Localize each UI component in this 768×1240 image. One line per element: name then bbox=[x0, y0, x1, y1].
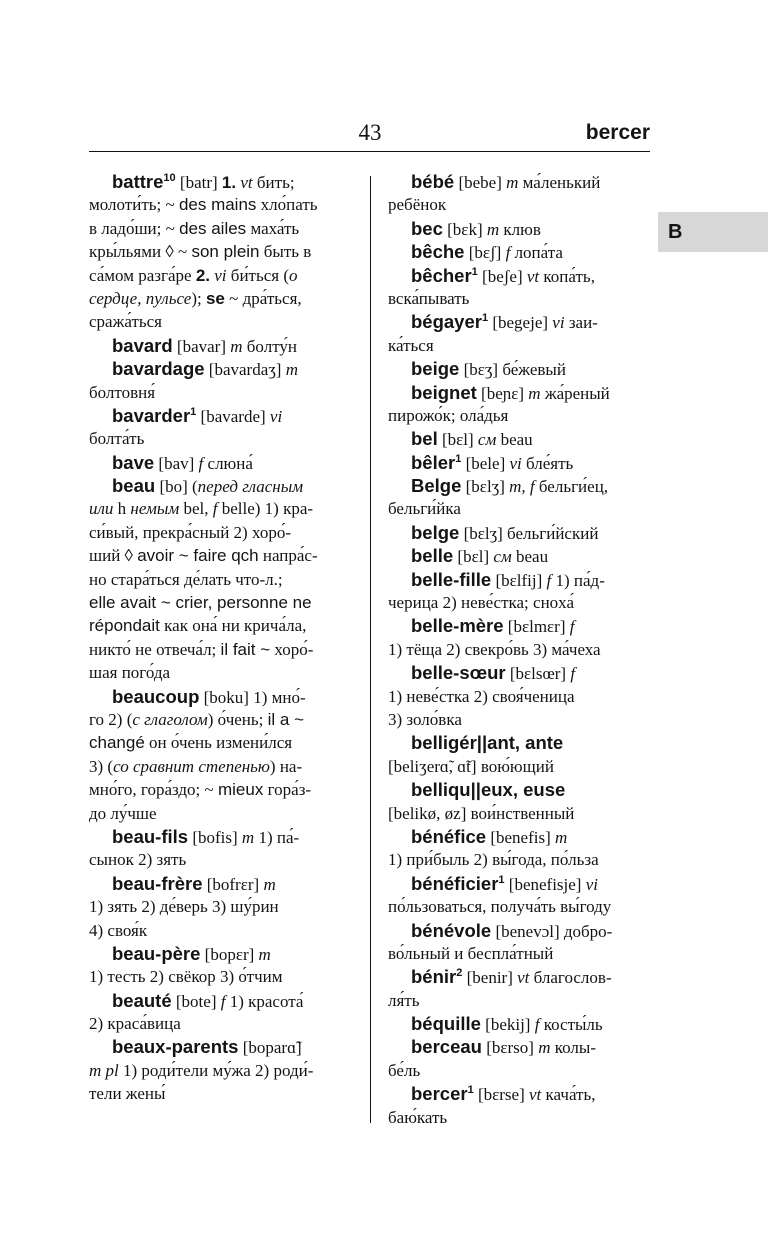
entry-text: в ладо́ши; ~ bbox=[89, 218, 180, 238]
grammar-label: m bbox=[486, 219, 500, 239]
entry-text: слюна́ bbox=[203, 453, 253, 473]
grammar-label: f bbox=[546, 570, 552, 590]
headword: bavardage bbox=[112, 358, 205, 380]
entry-text: тели жены́ bbox=[89, 1084, 166, 1104]
entry-first-line bbox=[89, 334, 351, 357]
entry-first-line bbox=[89, 825, 351, 848]
entry-first-line bbox=[89, 1035, 351, 1058]
grammar-label: m bbox=[285, 360, 298, 380]
entry-line bbox=[388, 591, 650, 614]
grammar-label: vi bbox=[214, 265, 227, 285]
entry-first-line bbox=[388, 451, 650, 474]
running-head: bercer bbox=[585, 121, 650, 144]
entry-text: [boparɑ̃] bbox=[238, 1038, 302, 1058]
entry-first-line bbox=[388, 357, 650, 380]
headword: battre$^{10}$ bbox=[112, 171, 176, 192]
headword: belle-sœur bbox=[411, 662, 506, 684]
entry-text: [benefisje] bbox=[504, 874, 586, 894]
grammar-label: m bbox=[263, 874, 276, 894]
entry-text: ) на- bbox=[269, 756, 303, 776]
entry-line bbox=[89, 708, 351, 731]
entry-line bbox=[89, 661, 351, 684]
entry-line bbox=[388, 1059, 650, 1082]
entry-line bbox=[89, 521, 351, 544]
entry-text: мно́го, гора́здо; ~ bbox=[89, 780, 218, 800]
entry-first-line bbox=[388, 568, 650, 591]
headword: bénéfice bbox=[411, 825, 487, 847]
french-phrase: son plein bbox=[191, 242, 260, 262]
grammar-label: vi bbox=[269, 406, 283, 426]
entry-text: [bɛlsœr] bbox=[505, 664, 571, 684]
entry-text: кры́льями ◊ ~ bbox=[89, 242, 192, 262]
column-divider bbox=[370, 176, 371, 1123]
entry-text: бле́ять bbox=[521, 453, 574, 473]
headword: Belge bbox=[411, 475, 462, 497]
headword: bêcher$^1$ bbox=[411, 264, 478, 286]
entry-first-line bbox=[89, 989, 351, 1012]
entry-first-line bbox=[89, 404, 351, 427]
headword: bavarder$^1$ bbox=[112, 404, 197, 426]
entry-first-line bbox=[388, 872, 650, 895]
entry-first-line bbox=[388, 919, 650, 942]
entry-text: [benevɔl] добро- bbox=[491, 921, 613, 941]
headword: bavard bbox=[112, 334, 173, 356]
entry-text: 1) зять 2) де́верь 3) шу́рин bbox=[89, 897, 279, 917]
grammar-label: f bbox=[569, 617, 575, 637]
entry-text: 1) при́быль 2) вы́года, по́льза bbox=[388, 850, 599, 870]
headword: bercer$^1$ bbox=[411, 1083, 474, 1105]
entry-line bbox=[388, 497, 650, 520]
grammar-label: f bbox=[198, 453, 204, 473]
headword: belligér||ant, ante bbox=[411, 732, 564, 754]
entry-text: никто́ не отвеча́л; bbox=[89, 639, 221, 659]
entry-text: 1) тесть 2) свёкор 3) о́тчим bbox=[89, 967, 283, 987]
grammar-label: f bbox=[534, 1015, 540, 1035]
entry-text: [bavar] bbox=[172, 336, 231, 356]
entry-text: 3) ( bbox=[89, 756, 114, 776]
entry-text: [bote] bbox=[171, 991, 221, 1011]
entry-first-line bbox=[89, 451, 351, 474]
entry-first-line bbox=[89, 872, 351, 895]
entry-text: быть в bbox=[259, 242, 312, 262]
homonym-number: 1 bbox=[498, 873, 505, 886]
entry-text: го 2) ( bbox=[89, 709, 133, 729]
entry-first-line bbox=[388, 264, 650, 287]
headword: beaux-parents bbox=[112, 1036, 239, 1058]
entry-text: шая пого́да bbox=[89, 663, 171, 683]
headword: beau bbox=[112, 475, 156, 497]
entry-line bbox=[89, 802, 351, 825]
page-number: 43 bbox=[358, 120, 382, 145]
grammar-label: или bbox=[89, 499, 114, 519]
grammar-label: немым bbox=[130, 499, 180, 519]
entry-text: [beɲɛ] bbox=[476, 383, 529, 403]
entry-text: [beliʒerɑ̃, ɑ̃t] вою́ющий bbox=[388, 756, 554, 776]
headword: beau-frère bbox=[112, 872, 203, 894]
entry-text: са́мом разга́ре bbox=[89, 265, 196, 285]
entry-line bbox=[89, 1012, 351, 1035]
grammar-label: о bbox=[289, 265, 298, 285]
entry-text: бе́ль bbox=[388, 1060, 421, 1080]
french-phrase: mieux bbox=[217, 780, 264, 800]
entry-first-line bbox=[388, 825, 650, 848]
entry-text: [bele] bbox=[461, 453, 510, 473]
entry-text: хло́пать bbox=[256, 195, 318, 215]
headword: beignet bbox=[411, 381, 477, 403]
entry-text: ~ дра́ться, bbox=[224, 288, 302, 308]
entry-line bbox=[89, 1082, 351, 1105]
grammar-label: m bbox=[538, 1038, 551, 1058]
entry-text: [benefis] bbox=[486, 827, 555, 847]
entry-text: [bav] bbox=[154, 453, 199, 473]
entry-text: 1) роди́тели му́жа 2) роди́- bbox=[118, 1060, 314, 1080]
entry-text: болтовня́ bbox=[89, 382, 156, 402]
entry-text: жа́реный bbox=[540, 383, 610, 403]
entry-text: би́ться ( bbox=[226, 265, 290, 285]
grammar-label: перед гласным bbox=[197, 477, 304, 497]
homonym-number: 10 bbox=[163, 172, 176, 184]
entry-line bbox=[388, 942, 650, 965]
entry-line bbox=[388, 708, 650, 731]
entry-first-line bbox=[388, 217, 650, 240]
entry-text: сража́ться bbox=[89, 312, 162, 332]
homonym-number: 1 bbox=[467, 1084, 474, 1097]
french-phrase: changé bbox=[89, 733, 145, 753]
entry-first-line bbox=[388, 1012, 650, 1035]
entry-text: пирожо́к; ола́дья bbox=[388, 405, 509, 425]
entry-text: beau bbox=[496, 430, 533, 450]
entry-text: beau bbox=[511, 547, 549, 567]
entry-line bbox=[89, 497, 351, 520]
entry-first-line bbox=[388, 778, 650, 801]
entry-first-line bbox=[89, 942, 351, 965]
entry-line bbox=[388, 404, 650, 427]
entry-line bbox=[89, 381, 351, 404]
homonym-number: 2 bbox=[456, 967, 463, 980]
headword: beige bbox=[411, 358, 460, 380]
entry-first-line bbox=[89, 474, 351, 497]
grammar-label: vi bbox=[585, 874, 598, 894]
french-phrase: des mains bbox=[178, 195, 257, 215]
french-phrase: des ailes bbox=[179, 218, 247, 238]
entry-text: вска́пывать bbox=[388, 288, 470, 308]
entry-text: сынок 2) зять bbox=[89, 850, 187, 870]
french-phrase: répondait bbox=[89, 616, 160, 636]
headword: belle bbox=[411, 545, 454, 567]
entry-text: до лу́чше bbox=[89, 803, 157, 823]
headword: beaucoup bbox=[112, 685, 200, 707]
entry-text: h bbox=[113, 499, 131, 519]
headword: bel bbox=[411, 428, 438, 450]
entry-first-line bbox=[89, 357, 351, 380]
grammar-label: f bbox=[220, 991, 226, 1011]
headword: beauté bbox=[112, 989, 172, 1011]
entry-text: 1) тёща 2) свекро́вь 3) ма́чеха bbox=[388, 639, 601, 659]
entry-text: хоро́- bbox=[270, 639, 314, 659]
entry-text: [benir] bbox=[462, 968, 518, 988]
headword: béquille bbox=[411, 1013, 481, 1035]
entry-text: [bɛlʒ] bbox=[461, 477, 510, 497]
entry-text: [bɛrse] bbox=[473, 1085, 529, 1105]
entry-line bbox=[89, 544, 351, 567]
entry-text: ) о́чень; bbox=[207, 709, 268, 729]
entry-first-line bbox=[388, 1035, 650, 1058]
entry-text: [batr] bbox=[175, 173, 222, 192]
entry-text: заи- bbox=[564, 313, 598, 333]
entry-line bbox=[89, 848, 351, 871]
header-rule bbox=[89, 151, 650, 152]
grammar-label: vi bbox=[509, 453, 522, 473]
grammar-label: m bbox=[528, 383, 541, 403]
grammar-label: m, f bbox=[509, 477, 535, 497]
entry-text: ший ◊ bbox=[89, 546, 138, 566]
entry-line bbox=[388, 1106, 650, 1129]
entry-text: [bɛʒ] бе́жевый bbox=[459, 360, 566, 380]
entry-text: bel, bbox=[179, 499, 213, 519]
grammar-label: сердце, пульсе bbox=[89, 288, 192, 308]
entry-text: баю́кать bbox=[388, 1107, 448, 1127]
entry-text: [bɛl] bbox=[453, 547, 494, 567]
french-phrase: elle avait ~ crier, personne ne bbox=[89, 593, 312, 613]
entry-text: во́льный и беспла́тный bbox=[388, 943, 554, 963]
entry-text: [bopɛr] bbox=[200, 944, 259, 964]
french-phrase: il a ~ bbox=[267, 709, 305, 729]
grammar-label: см bbox=[477, 430, 497, 450]
headword: beau-fils bbox=[112, 825, 189, 847]
entry-first-line bbox=[388, 1082, 650, 1105]
entry-text: 1) па́- bbox=[254, 827, 300, 847]
entry-line bbox=[89, 193, 351, 216]
headword: bêche bbox=[411, 241, 465, 263]
headword: berceau bbox=[411, 1036, 482, 1058]
entry-text: belle) 1) кра- bbox=[217, 499, 314, 519]
entry-text: [bɛk] bbox=[442, 219, 487, 239]
headword: bec bbox=[411, 217, 443, 239]
entry-text: 1) красота́ bbox=[225, 991, 304, 1011]
entry-text: бельги́йка bbox=[388, 499, 461, 519]
entry-line bbox=[89, 731, 351, 754]
entry-text: [bɛl] bbox=[437, 430, 478, 450]
entry-text: [bɛlmɛr] bbox=[503, 617, 570, 637]
entry-first-line bbox=[388, 240, 650, 263]
letter-thumb-tab bbox=[658, 212, 768, 252]
entry-text: [bo] ( bbox=[155, 477, 198, 497]
entry-text: [bekij] bbox=[480, 1015, 535, 1035]
entry-text: 4) своя́к bbox=[89, 920, 148, 940]
entry-text: лопа́та bbox=[510, 243, 563, 263]
entry-text: благослов- bbox=[529, 968, 612, 988]
entry-first-line bbox=[388, 661, 650, 684]
entry-line bbox=[388, 334, 650, 357]
entry-text: болта́ть bbox=[89, 429, 145, 449]
sense-marker: 2. bbox=[195, 265, 211, 285]
entry-text: [beʃe] bbox=[477, 266, 527, 286]
grammar-label: m bbox=[258, 944, 271, 964]
entry-first-line bbox=[388, 521, 650, 544]
grammar-label: m bbox=[241, 827, 255, 847]
headword: bénir$^2$ bbox=[411, 966, 463, 988]
entry-text: [bavardaʒ] bbox=[204, 360, 286, 380]
entry-text: 2) краса́вица bbox=[89, 1014, 181, 1034]
entry-text: клюв bbox=[499, 219, 541, 239]
grammar-label: vt bbox=[529, 1085, 542, 1105]
entry-line bbox=[89, 1059, 351, 1082]
sense-marker: 1. bbox=[221, 173, 237, 192]
entry-text: колы- bbox=[550, 1038, 596, 1058]
entry-first-line bbox=[89, 170, 351, 193]
entry-text: [bavarde] bbox=[196, 406, 270, 426]
entry-line bbox=[388, 989, 650, 1012]
grammar-label: vt bbox=[240, 173, 253, 192]
entry-line bbox=[388, 685, 650, 708]
entry-line bbox=[89, 778, 351, 801]
entry-first-line bbox=[388, 310, 650, 333]
entry-line bbox=[89, 240, 351, 263]
entry-text: напра́с- bbox=[258, 546, 318, 566]
entry-first-line bbox=[388, 381, 650, 404]
entry-first-line bbox=[89, 685, 351, 708]
entry-line bbox=[89, 287, 351, 310]
entry-text: бить; bbox=[252, 173, 295, 192]
homonym-number: 1 bbox=[190, 405, 197, 418]
entry-text: [bɛlʒ] бельги́йский bbox=[459, 523, 599, 543]
entry-line bbox=[89, 217, 351, 240]
french-phrase: avoir ~ faire qch bbox=[137, 546, 259, 566]
entry-text: [bofis] bbox=[188, 827, 242, 847]
entry-text: гора́з- bbox=[263, 780, 312, 800]
grammar-label: vt bbox=[517, 968, 530, 988]
entry-text: [belikø, øz] вои́нственный bbox=[388, 803, 575, 823]
headword: belliqu||eux, euse bbox=[411, 779, 566, 801]
entry-text: черица 2) неве́стка; снoха́ bbox=[388, 593, 574, 613]
entry-text: по́льзоваться, получа́ть вы́году bbox=[388, 897, 612, 917]
entry-line bbox=[89, 264, 351, 287]
entry-line bbox=[388, 287, 650, 310]
entry-text: си́вый, прекра́сный 2) хоро́- bbox=[89, 522, 291, 542]
entry-line bbox=[89, 427, 351, 450]
entry-text: [bɛʃ] bbox=[464, 243, 506, 263]
grammar-label: vi bbox=[552, 313, 565, 333]
grammar-label: со сравнит степенью bbox=[113, 756, 270, 776]
grammar-label: m bbox=[230, 336, 243, 356]
entry-first-line bbox=[388, 731, 650, 754]
headword: bénévole bbox=[411, 919, 492, 941]
entry-line bbox=[89, 568, 351, 591]
entry-text: ка́ться bbox=[388, 335, 434, 355]
dictionary-column-left bbox=[89, 170, 351, 1106]
entry-text: но стара́ться де́лать что-л.; bbox=[89, 569, 283, 589]
entry-first-line bbox=[388, 170, 650, 193]
entry-text: ма́ленький bbox=[518, 173, 601, 192]
entry-text: ребёнок bbox=[388, 195, 447, 215]
headword: bêler$^1$ bbox=[411, 451, 462, 473]
entry-line bbox=[89, 965, 351, 988]
entry-line bbox=[89, 591, 351, 614]
entry-line bbox=[89, 895, 351, 918]
headword: belle-fille bbox=[411, 568, 492, 590]
entry-text: ля́ть bbox=[388, 990, 420, 1010]
headword: beau-père bbox=[112, 942, 201, 964]
homonym-number: 1 bbox=[471, 265, 478, 278]
entry-first-line bbox=[388, 965, 650, 988]
grammar-label: m pl bbox=[89, 1060, 119, 1080]
entry-text: кача́ть, bbox=[541, 1085, 596, 1105]
headword: belle-mère bbox=[411, 615, 504, 637]
entry-first-line bbox=[388, 474, 650, 497]
headword: bénéficier$^1$ bbox=[411, 872, 505, 894]
entry-text: 1) па́д- bbox=[551, 570, 605, 590]
entry-text: [begeje] bbox=[488, 313, 553, 333]
entry-line bbox=[89, 755, 351, 778]
entry-text: молоти́ть; ~ bbox=[89, 195, 179, 215]
headword: belge bbox=[411, 521, 460, 543]
grammar-label: f bbox=[570, 664, 576, 684]
homonym-number: 1 bbox=[455, 452, 462, 465]
sense-marker: se bbox=[205, 288, 225, 308]
entry-text: болту́н bbox=[242, 336, 297, 356]
entry-line bbox=[388, 848, 650, 871]
entry-text: [bɛlfij] bbox=[491, 570, 547, 590]
grammar-label: f bbox=[505, 243, 511, 263]
grammar-label: см bbox=[493, 547, 512, 567]
grammar-label: vt bbox=[526, 266, 540, 286]
entry-line bbox=[388, 638, 650, 661]
entry-line bbox=[89, 919, 351, 942]
headword: bébé bbox=[411, 171, 455, 192]
entry-text: [bɛrso] bbox=[481, 1038, 539, 1058]
french-phrase: il fait ~ bbox=[220, 639, 271, 659]
headword: bégayer$^1$ bbox=[411, 311, 489, 333]
entry-text: [boku] 1) мно́- bbox=[199, 687, 306, 707]
entry-first-line bbox=[388, 427, 650, 450]
entry-line bbox=[388, 755, 650, 778]
entry-line bbox=[388, 802, 650, 825]
entry-text: [bofrɛr] bbox=[202, 874, 264, 894]
entry-text: [bebe] bbox=[454, 173, 507, 192]
grammar-label: m bbox=[506, 173, 519, 192]
entry-line bbox=[89, 638, 351, 661]
thumb-tab-letter: B bbox=[668, 221, 683, 243]
entry-text: 3) золо́вка bbox=[388, 709, 462, 729]
entry-text: ); bbox=[191, 288, 206, 308]
headword: bave bbox=[112, 451, 155, 473]
entry-text: как она́ ни крича́ла, bbox=[159, 616, 307, 636]
entry-text: маха́ть bbox=[246, 218, 300, 238]
entry-text: копа́ть, bbox=[539, 266, 595, 286]
dictionary-column-right bbox=[388, 170, 650, 1129]
homonym-number: 1 bbox=[481, 312, 489, 325]
entry-text: 1) неве́стка 2) своя́ченица bbox=[388, 686, 575, 706]
entry-text: он о́чень измени́лся bbox=[144, 733, 293, 753]
grammar-label: m bbox=[554, 827, 568, 847]
entry-text: бельги́ец, bbox=[534, 477, 609, 497]
entry-line bbox=[388, 193, 650, 216]
entry-line bbox=[89, 310, 351, 333]
grammar-label: с глаголом bbox=[132, 709, 208, 729]
entry-first-line bbox=[388, 544, 650, 567]
entry-first-line bbox=[388, 614, 650, 637]
entry-line bbox=[89, 614, 351, 637]
grammar-label: f bbox=[212, 499, 218, 519]
entry-line bbox=[388, 895, 650, 918]
entry-text: косты́ль bbox=[539, 1015, 603, 1035]
